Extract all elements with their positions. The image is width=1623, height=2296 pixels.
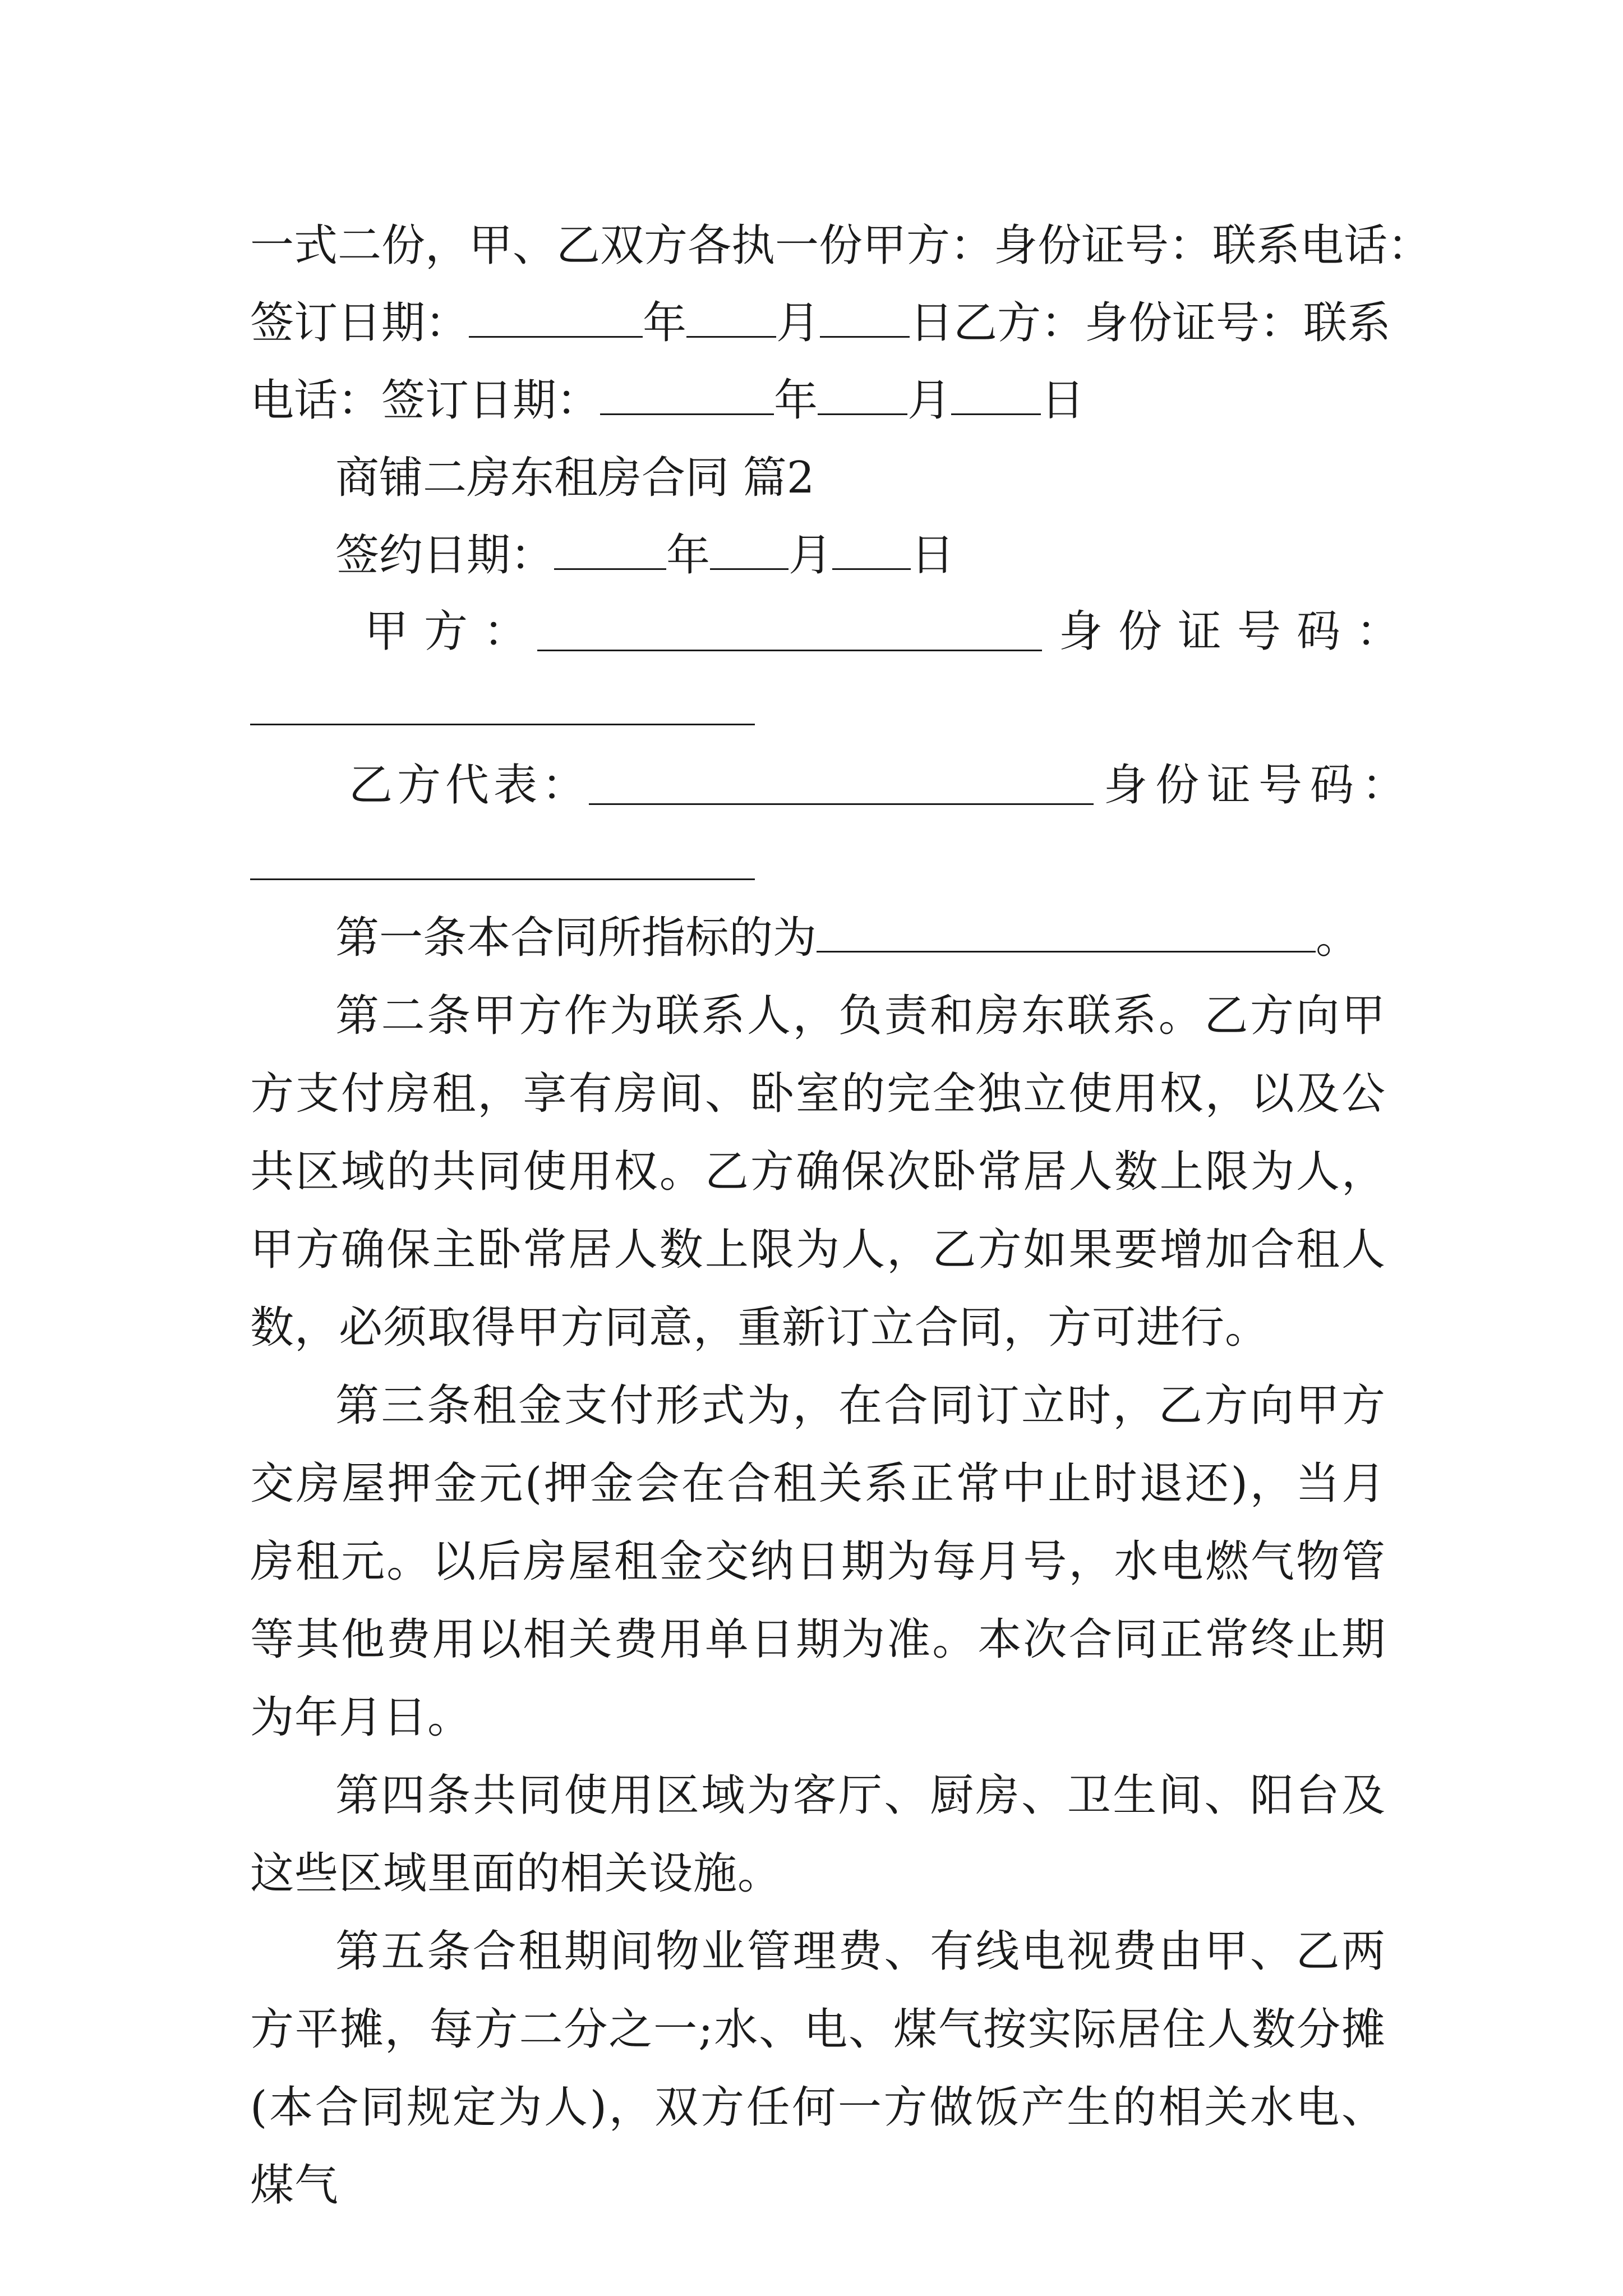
article-1 xyxy=(335,910,1471,966)
day-blank[interactable] xyxy=(951,376,1041,415)
party-b-row xyxy=(349,757,1078,813)
party-a-label: 甲方： xyxy=(365,606,543,657)
month-blank[interactable] xyxy=(818,376,907,415)
party-a-id-row xyxy=(1059,604,1416,660)
day-blank[interactable] xyxy=(820,299,910,338)
year-label: 年 xyxy=(774,375,818,426)
article-3: 第三条租金支付形式为，在合同订立时，乙方向甲方交房屋押金元(押金会在合租关系正常中止时退还)，当月房租元。以后房屋租金交纳日期为每月号，水电燃气物管等其他费用以相关费用单日期为准。本次合同正常终止期为年月日。 xyxy=(250,1381,1386,1743)
sign-date-row xyxy=(335,527,1471,583)
article-5: 第五条合租期间物业管理费、有线电视费由甲、乙两方平摊，每方二分之一;水、电、煤气按实际居住人数分摊(本合同规定为人)，双方任何一方做饭产生的相关水电、煤气 xyxy=(250,1926,1386,2211)
heading-text: 商铺二房东租房合同 篇2 xyxy=(335,453,815,503)
party-b-info: 日乙方：身份证号：联系 xyxy=(910,298,1391,348)
party-a-id-label: 身份证号码： xyxy=(1059,606,1416,657)
party-b-id-label: 身份证号码： xyxy=(1104,760,1414,811)
year-label: 年 xyxy=(643,298,687,348)
top-line-3 xyxy=(250,372,1386,429)
day-label: 日 xyxy=(911,530,955,581)
month-label: 月 xyxy=(776,298,820,348)
month-label: 月 xyxy=(907,375,952,426)
sign-date-label: 签约日期： xyxy=(335,530,555,581)
article-1-text: 第一条本合同所指标的为 xyxy=(335,913,817,963)
top-line-1 xyxy=(250,218,1432,274)
party-a-blank[interactable] xyxy=(537,650,1042,651)
year-blank[interactable] xyxy=(600,376,774,415)
day-label: 日 xyxy=(1041,375,1085,426)
year-label: 年 xyxy=(666,530,711,581)
party-b-label: 乙方代表： xyxy=(349,760,591,811)
day-blank[interactable] xyxy=(832,531,911,570)
party-a-id-blank[interactable] xyxy=(250,724,755,725)
article-1-end: 。 xyxy=(1316,913,1360,963)
contract-heading xyxy=(335,450,1471,506)
phone-sign-date-label: 电话：签订日期： xyxy=(250,375,601,426)
top-line-2 xyxy=(250,295,1391,351)
month-label: 月 xyxy=(789,530,833,581)
month-blank[interactable] xyxy=(710,531,789,570)
party-b-id-blank[interactable] xyxy=(250,878,755,880)
year-blank[interactable] xyxy=(469,299,643,338)
article-4: 第四条共同使用区域为客厅、厨房、卫生间、阳台及这些区域里面的相关设施。 xyxy=(250,1770,1386,1899)
party-b-blank[interactable] xyxy=(589,803,1094,805)
top-line-1-text: 一式二份，甲、乙双方各执一份甲方：身份证号：联系电话： xyxy=(250,220,1432,271)
articles-body xyxy=(250,977,1386,2225)
article-2: 第二条甲方作为联系人，负责和房东联系。乙方向甲方支付房租，享有房间、卧室的完全独立使用权，以及公共区域的共同使用权。乙方确保次卧常居人数上限为人，甲方确保主卧常居人数上限为人，乙方如果要增加合租人数，必须取得甲方同意，重新订立合同，方可进行。 xyxy=(250,991,1386,1353)
year-blank[interactable] xyxy=(554,531,666,570)
month-blank[interactable] xyxy=(686,299,776,338)
party-b-id-row xyxy=(1104,757,1414,813)
article-1-blank[interactable] xyxy=(817,914,1316,953)
sign-date-label: 签订日期： xyxy=(250,298,469,348)
